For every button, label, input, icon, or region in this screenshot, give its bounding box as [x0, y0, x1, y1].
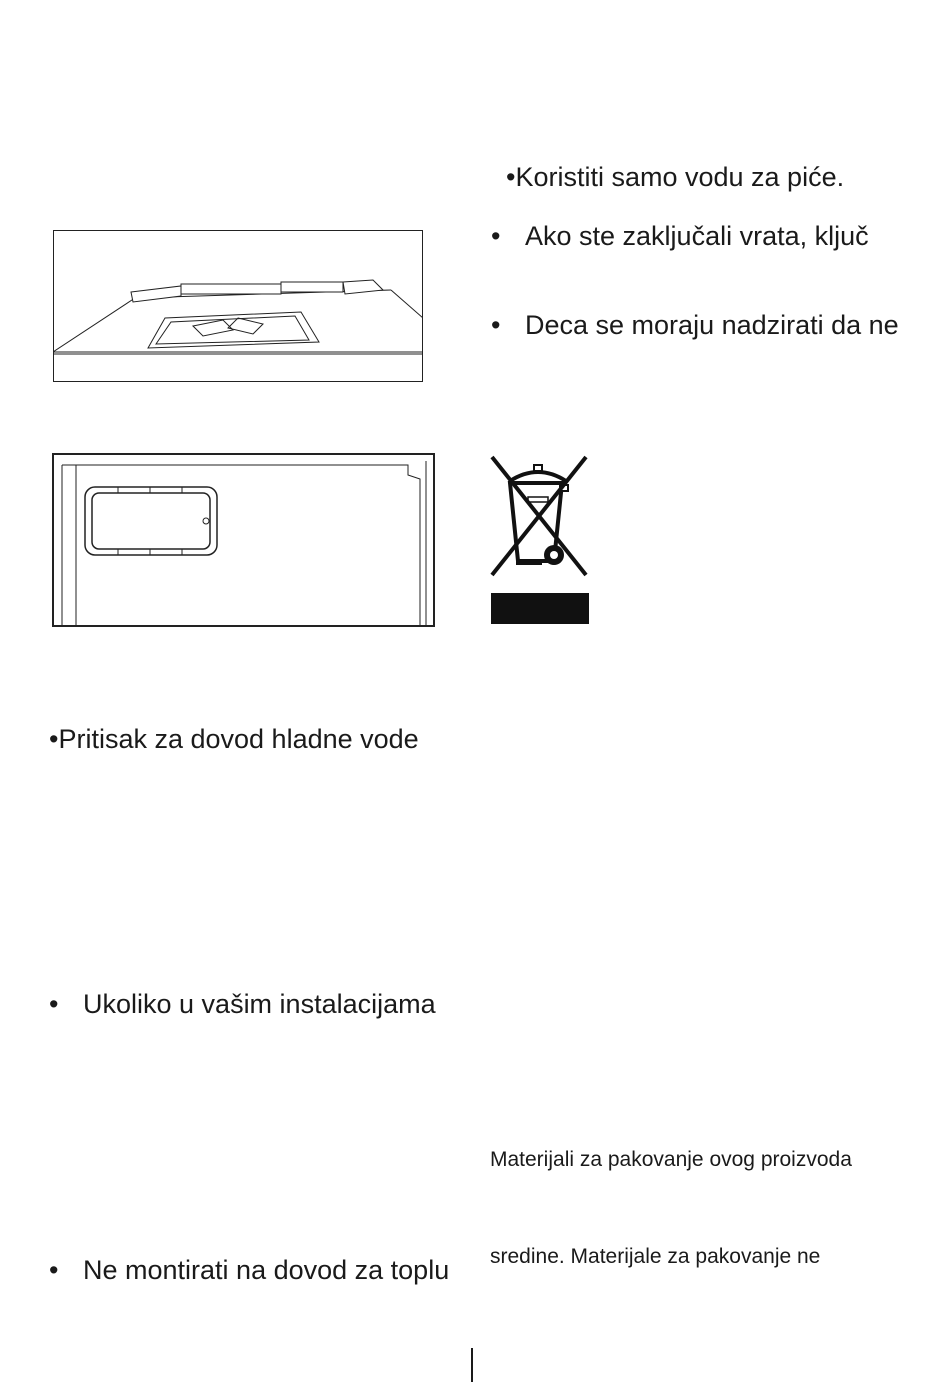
bullet-locked-door-text: Ako ste zaključali vrata, ključ: [525, 221, 869, 251]
bullet-glyph: •: [506, 162, 516, 192]
packaging-materials-line: Materijali za pakovanje ovog proizvoda: [490, 1148, 852, 1171]
packaging-environment-line: sredine. Materijale za pakovanje ne: [490, 1245, 821, 1268]
bullet-glyph: •: [491, 221, 501, 251]
bullet-children-text: Deca se moraju nadzirati da ne: [525, 310, 899, 340]
bullet-cold-water-pressure: [49, 723, 419, 755]
appliance-top-illustration: [53, 230, 423, 382]
bullet-glyph: •: [49, 989, 59, 1019]
page-center-divider: [471, 1348, 473, 1382]
bullet-glyph: •: [491, 310, 501, 340]
door-panel-illustration: [52, 453, 435, 627]
bullet-hot-water-text: Ne montirati na dovod za toplu: [83, 1255, 450, 1285]
bullet-installations-text: Ukoliko u vašim instalacijama: [83, 989, 436, 1019]
crossed-out-wheeled-bin-icon: [490, 455, 590, 625]
bullet-text: Koristiti samo vodu za piće.: [515, 162, 845, 192]
bullet-glyph: •: [49, 724, 59, 754]
bullet-text: Pritisak za dovod hladne vode: [58, 724, 419, 754]
bullet-glyph: •: [49, 1255, 59, 1285]
bullet-drinking-water: [506, 161, 844, 193]
